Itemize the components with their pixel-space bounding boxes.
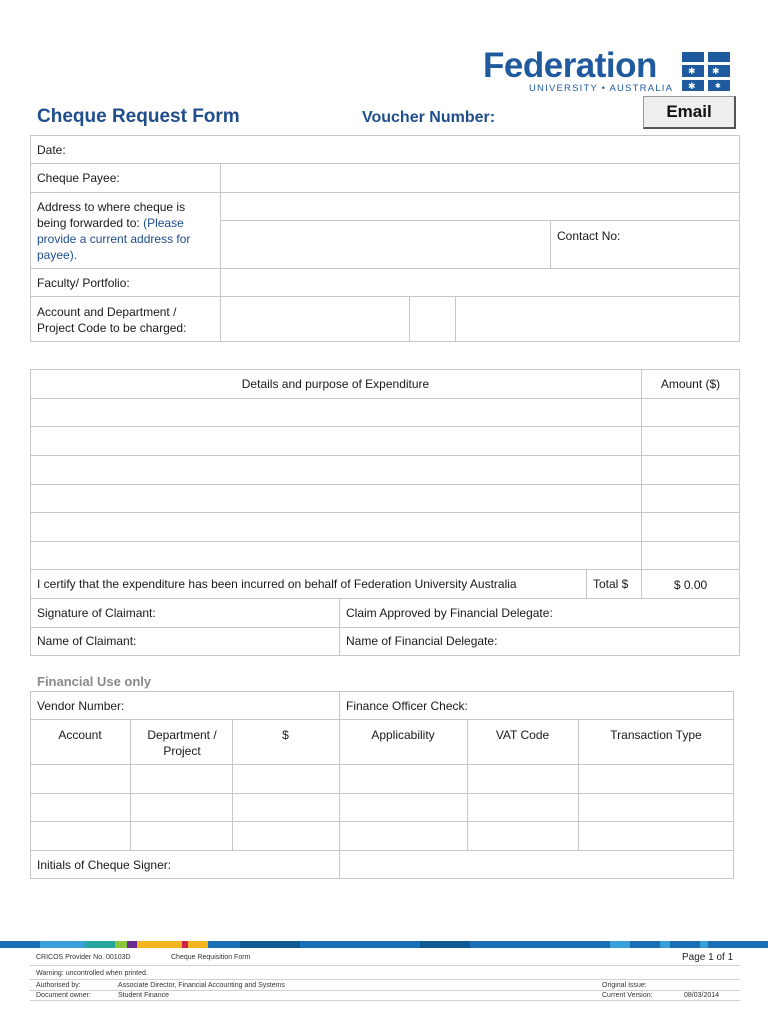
email-button[interactable]: Email <box>643 96 736 129</box>
finance-officer-check-label: Finance Officer Check: <box>346 699 468 713</box>
column-vat-code: VAT Code <box>495 728 550 742</box>
project-code-field[interactable] <box>456 297 739 342</box>
signature-of-claimant-label: Signature of Claimant: <box>37 606 156 620</box>
name-of-claimant-label: Name of Claimant: <box>37 634 137 648</box>
faculty-portfolio-field[interactable] <box>221 269 739 296</box>
finance-row-1[interactable] <box>31 765 733 793</box>
details-purpose-header: Details and purpose of Expenditure <box>241 377 430 391</box>
date-label: Date: <box>37 143 66 157</box>
expenditure-row-2-amount[interactable] <box>642 427 739 455</box>
date-field[interactable] <box>220 136 739 163</box>
svg-text:✱: ✱ <box>688 66 696 76</box>
logo-wordmark: Federation <box>483 46 657 85</box>
expenditure-row-3-details[interactable] <box>31 456 641 484</box>
column-transaction-type: Transaction Type <box>610 728 702 742</box>
footer-color-band <box>0 941 768 948</box>
column-dollar: $ <box>282 728 289 742</box>
address-note: (Please provide a current address for payee). <box>37 216 191 262</box>
warning-text: Warning: uncontrolled when printed. <box>36 970 148 977</box>
expenditure-row-3-amount[interactable] <box>642 456 739 484</box>
svg-text:✱: ✱ <box>715 83 721 90</box>
financial-use-heading: Financial Use only <box>37 674 152 689</box>
account-code-label: Account and Department / Project Code to be charged: <box>37 305 187 335</box>
total-label: Total $ <box>593 577 629 591</box>
amount-header: Amount ($) <box>660 377 721 391</box>
vendor-number-label: Vendor Number: <box>37 699 125 713</box>
svg-text:✱: ✱ <box>712 66 720 76</box>
cricos-provider: CRICOS Provider No. 00103D <box>36 954 131 961</box>
logo-subtitle: UNIVERSITY • AUSTRALIA <box>529 83 674 94</box>
footer-form-name: Cheque Requisition Form <box>171 954 251 961</box>
expenditure-row-5-amount[interactable] <box>642 513 739 541</box>
column-account: Account <box>58 728 102 742</box>
document-owner-label: Document owner: <box>36 992 91 999</box>
authorised-by-label: Authorised by: <box>36 982 81 989</box>
voucher-number-label: Voucher Number: <box>362 109 496 126</box>
expenditure-row-1-details[interactable] <box>31 399 641 426</box>
initials-cheque-signer-label: Initials of Cheque Signer: <box>37 858 172 872</box>
finance-row-3[interactable] <box>31 822 733 850</box>
flag-icon <box>682 52 732 92</box>
account-code-field[interactable] <box>221 297 409 342</box>
expenditure-row-1-amount[interactable] <box>642 399 739 426</box>
svg-text:✱: ✱ <box>688 81 696 91</box>
department-code-field[interactable] <box>410 297 455 342</box>
faculty-portfolio-label: Faculty/ Portfolio: <box>37 276 130 290</box>
expenditure-row-6-amount[interactable] <box>642 542 739 569</box>
expenditure-row-6-details[interactable] <box>31 542 641 569</box>
address-label <box>37 199 217 263</box>
current-version-label: Current Version: <box>602 992 653 999</box>
expenditure-row-4-details[interactable] <box>31 485 641 512</box>
expenditure-row-2-details[interactable] <box>31 427 641 455</box>
cheque-payee-label: Cheque Payee: <box>37 171 120 185</box>
name-of-delegate-label: Name of Financial Delegate: <box>346 634 498 648</box>
column-applicability: Applicability <box>371 728 435 742</box>
address-label-text: Address to where cheque is being forwarded to: <box>37 200 186 230</box>
page-title: Cheque Request Form <box>37 106 240 127</box>
document-owner-value: Student Finance <box>118 992 169 999</box>
cheque-payee-field[interactable] <box>221 164 739 192</box>
finance-row-2[interactable] <box>31 794 733 821</box>
total-value: $ 0.00 <box>673 578 708 592</box>
original-issue-label: Original Issue: <box>602 982 647 989</box>
certify-statement: I certify that the expenditure has been incurred on behalf of Federation University Australia <box>37 577 517 591</box>
contact-no-label: Contact No: <box>557 229 621 243</box>
column-department-project: Department / Project <box>147 728 217 758</box>
authorised-by-value: Associate Director, Financial Accounting and Systems <box>118 982 285 989</box>
claim-approved-label: Claim Approved by Financial Delegate: <box>346 606 553 620</box>
expenditure-row-5-details[interactable] <box>31 513 641 541</box>
page-number: Page 1 of 1 <box>682 952 734 963</box>
university-logo <box>483 46 735 96</box>
expenditure-row-4-amount[interactable] <box>642 485 739 512</box>
current-version-value: 08/03/2014 <box>684 992 720 999</box>
address-field[interactable] <box>221 193 739 268</box>
